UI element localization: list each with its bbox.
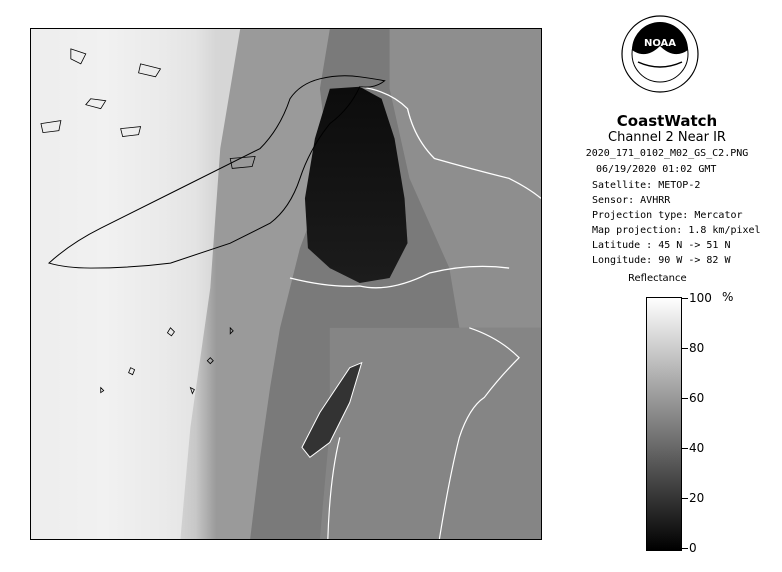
product-title: CoastWatch	[616, 112, 718, 130]
colorbar-tick	[682, 348, 688, 349]
image-filename: 2020_171_0102_M02_GS_C2.PNG	[585, 148, 749, 159]
colorbar-tick-label: 40	[689, 441, 705, 455]
colorbar-tick	[682, 298, 688, 299]
colorbar-tick-label: 80	[689, 341, 705, 355]
longitude-range: Longitude: 90 W -> 82 W	[592, 255, 731, 266]
colorbar-label: Reflectance	[628, 273, 687, 284]
colorbar-tick	[682, 398, 688, 399]
colorbar-tick	[682, 498, 688, 499]
noaa-logo	[620, 14, 700, 94]
projection-type: Projection type: Mercator	[592, 210, 743, 221]
noaa-logo-text: NOAA	[643, 38, 677, 49]
colorbar-tick-label: 60	[689, 391, 705, 405]
colorbar-tick-label: 100	[689, 291, 712, 305]
channel-subtitle: Channel 2 Near IR	[608, 130, 726, 145]
latitude-range: Latitude : 45 N -> 51 N	[592, 240, 731, 251]
satellite-map	[30, 28, 542, 540]
colorbar-tick-label: 0	[689, 541, 697, 555]
colorbar-tick	[682, 448, 688, 449]
colorbar-unit: %	[722, 290, 734, 304]
satellite-name: Satellite: METOP-2	[592, 180, 701, 191]
land-southeast	[320, 328, 541, 539]
acquisition-datetime: 06/19/2020 01:02 GMT	[596, 164, 717, 175]
colorbar-tick	[682, 548, 688, 549]
map-projection: Map projection: 1.8 km/pixel	[592, 225, 761, 236]
reflectance-colorbar	[646, 297, 682, 551]
sensor-name: Sensor: AVHRR	[592, 195, 671, 206]
colorbar-tick-label: 20	[689, 491, 705, 505]
